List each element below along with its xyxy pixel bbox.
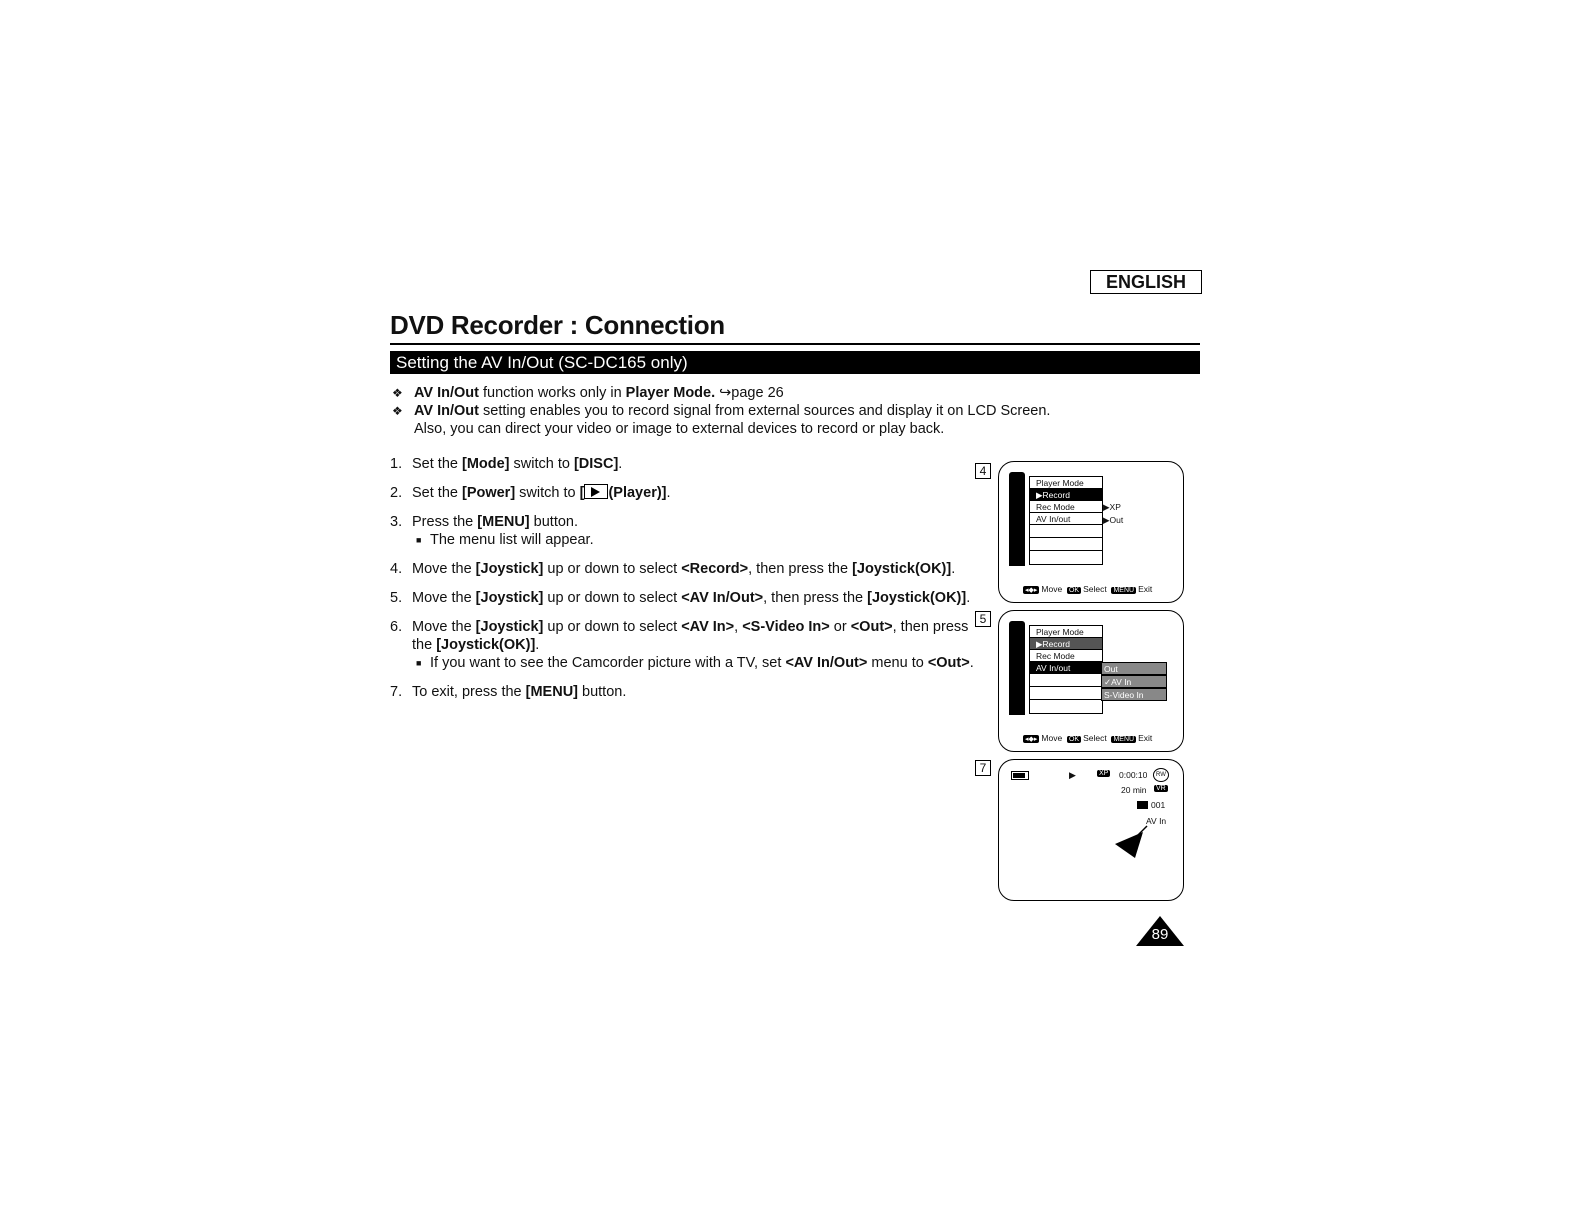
square-bullet-icon: ■: [416, 535, 422, 545]
menu-header: Player Mode: [1030, 477, 1102, 489]
subnote-bold: <Out>: [927, 655, 970, 671]
step-text: button.: [529, 514, 579, 530]
menu-blank-row: [1030, 674, 1102, 687]
step-text: up or down to select: [543, 619, 682, 635]
step-bold: [Joystick]: [475, 619, 544, 635]
step-bold: [: [579, 485, 585, 501]
step-2: [390, 484, 975, 502]
intro-note: [392, 384, 1192, 402]
step-bold: [MENU]: [477, 514, 530, 530]
step-bold: <AV In/Out>: [681, 590, 764, 606]
menu-icon-column: [1009, 484, 1025, 566]
footer-move: Move: [1041, 584, 1063, 594]
language-tab: ENGLISH: [1090, 270, 1202, 294]
step-text: Set the: [412, 456, 462, 472]
osd-footer: [1023, 584, 1152, 594]
ok-key-icon: OK: [1068, 587, 1080, 594]
step-text: Move the: [412, 561, 476, 577]
menu-item-av-inout: AV In/out: [1030, 513, 1102, 525]
note-bold: AV In/Out: [414, 385, 479, 401]
subnote-bold: <AV In/Out>: [785, 655, 868, 671]
step-number: 7.: [390, 684, 403, 700]
step-text: Move the: [412, 590, 476, 606]
step-text: switch to: [509, 456, 574, 472]
menu-item-av-inout: AV In/out: [1030, 662, 1102, 674]
step-bold: <Out>: [850, 619, 893, 635]
remaining-time: 20 min: [1121, 785, 1147, 795]
section-bar: [390, 351, 1200, 374]
step-text: .: [666, 485, 671, 501]
step-text: button.: [578, 684, 627, 700]
intro-note: [392, 420, 1192, 438]
step-number: 2.: [390, 485, 403, 501]
note-text: setting enables you to record signal from external sources and display it on LCD Screen.: [478, 403, 1051, 419]
step-number: 5.: [390, 590, 403, 606]
footer-select: Select: [1083, 584, 1107, 594]
diamond-bullet-icon: ❖: [392, 404, 403, 418]
scene-icon: [1137, 801, 1148, 809]
step-7: [390, 683, 975, 701]
rec-mode-value: ▶XP: [1103, 502, 1121, 512]
menu-blank-row: [1030, 538, 1102, 551]
time-counter: 0:00:10: [1119, 770, 1148, 780]
osd-menu: [1029, 625, 1103, 714]
step-bold: [Joystick]: [475, 590, 544, 606]
step-text: or: [829, 619, 851, 635]
step-text: , then press the: [748, 561, 853, 577]
step-bold: [Power]: [461, 485, 516, 501]
step-text: .: [618, 456, 623, 472]
subnote-text: If you want to see the Camcorder picture with a TV, set: [430, 655, 786, 671]
disc-type-icon: RW: [1153, 768, 1169, 782]
step-text: Move the: [412, 619, 476, 635]
menu-header: Player Mode: [1030, 626, 1102, 638]
screen-number: 7: [975, 760, 991, 776]
step-bold: [DISC]: [573, 456, 619, 472]
subnote-text: The menu list will appear.: [430, 532, 594, 548]
step-text: ,: [734, 619, 743, 635]
screen-number: 5: [975, 611, 991, 627]
menu-item-rec-mode: Rec Mode: [1030, 501, 1102, 513]
menu-key-icon: MENU: [1113, 587, 1135, 594]
menu-item-rec-mode: Rec Mode: [1030, 650, 1102, 662]
menu-item-record: ▶Record: [1030, 489, 1102, 501]
step-text: Set the: [412, 485, 462, 501]
page-number: 89: [1151, 926, 1169, 943]
title-rule: [390, 343, 1200, 345]
joystick-icon: ◂◆▸: [1025, 587, 1038, 594]
section-title: Setting the AV In/Out (SC-DC165 only): [396, 353, 688, 372]
step-text: .: [966, 590, 971, 606]
step-text: Press the: [412, 514, 478, 530]
step-subnote: [412, 531, 975, 549]
page-title: DVD Recorder : Connection: [390, 310, 725, 340]
step-text: , then press the: [763, 590, 868, 606]
step-text: up or down to select: [543, 561, 682, 577]
step-5: [390, 589, 975, 607]
step-text: .: [535, 637, 540, 653]
step-bold: [Joystick(OK)]: [867, 590, 967, 606]
step-1: [390, 455, 975, 473]
step-bold: [Joystick(OK)]: [436, 637, 536, 653]
intro-notes: [392, 384, 1192, 438]
step-bold: <AV In>: [681, 619, 735, 635]
step-6: [390, 618, 975, 672]
menu-blank-row: [1030, 525, 1102, 538]
steps-list: [390, 455, 975, 712]
footer-move: Move: [1041, 733, 1063, 743]
step-bold: <Record>: [681, 561, 749, 577]
osd-footer: [1023, 733, 1152, 743]
step-number: 6.: [390, 619, 403, 635]
submenu-option-s-video-in: S-Video In: [1101, 688, 1167, 701]
note-text: function works only in: [478, 385, 626, 401]
step-number: 1.: [390, 456, 403, 472]
page-ref: ↪page 26: [715, 385, 784, 401]
lcd-screen-step-7: [998, 759, 1184, 901]
footer-exit: Exit: [1138, 733, 1153, 743]
step-bold: [Joystick(OK)]: [852, 561, 952, 577]
menu-item-record: ▶Record: [1030, 638, 1102, 650]
square-bullet-icon: ■: [416, 658, 422, 668]
camera-icon: [1009, 621, 1025, 633]
battery-icon: [1011, 771, 1029, 780]
diamond-bullet-icon: ❖: [392, 386, 403, 400]
av-in-indicator: AV In: [1146, 816, 1167, 826]
step-subnote: [412, 654, 975, 672]
play-icon: [584, 484, 608, 499]
osd-menu: [1029, 476, 1103, 565]
menu-key-icon: MENU: [1113, 736, 1135, 743]
step-bold: [MENU]: [525, 684, 578, 700]
step-bold: <S-Video In>: [742, 619, 830, 635]
step-bold: [Mode]: [461, 456, 510, 472]
screen-number: 4: [975, 463, 991, 479]
step-text: , then press the: [412, 619, 969, 653]
note-bold: Player Mode.: [625, 385, 716, 401]
step-text: .: [951, 561, 956, 577]
step-text: To exit, press the: [412, 684, 526, 700]
lcd-screen-step-5: [998, 610, 1184, 752]
joystick-icon: ◂◆▸: [1025, 736, 1038, 743]
note-text: Also, you can direct your video or image to external devices to record or play back.: [414, 421, 945, 437]
submenu-option-av-in: ✓AV In: [1101, 675, 1167, 688]
intro-note: [392, 402, 1192, 420]
step-bold: [Joystick]: [475, 561, 544, 577]
step-text: switch to: [515, 485, 580, 501]
step-4: [390, 560, 975, 578]
camera-icon: [1009, 472, 1025, 484]
step-number: 3.: [390, 514, 403, 530]
menu-blank-row: [1030, 700, 1102, 713]
scene-number: 001: [1151, 800, 1166, 810]
note-bold: AV In/Out: [414, 403, 479, 419]
menu-blank-row: [1030, 551, 1102, 564]
pointer-arrow-icon: [1113, 824, 1153, 864]
av-inout-value: ▶Out: [1103, 515, 1124, 525]
footer-select: Select: [1083, 733, 1107, 743]
quality-badge: XP: [1099, 770, 1109, 777]
step-text: up or down to select: [543, 590, 682, 606]
lcd-screen-step-4: [998, 461, 1184, 603]
play-status-icon: ▶: [1069, 770, 1076, 780]
subnote-text: .: [969, 655, 974, 671]
subnote-text: menu to: [867, 655, 928, 671]
step-number: 4.: [390, 561, 403, 577]
menu-blank-row: [1030, 687, 1102, 700]
step-3: [390, 513, 975, 549]
menu-icon-column: [1009, 633, 1025, 715]
submenu-option-out: Out: [1101, 662, 1167, 675]
ok-key-icon: OK: [1068, 736, 1080, 743]
step-bold: (Player)]: [608, 485, 667, 501]
format-badge: VR: [1156, 785, 1166, 792]
footer-exit: Exit: [1138, 584, 1153, 594]
